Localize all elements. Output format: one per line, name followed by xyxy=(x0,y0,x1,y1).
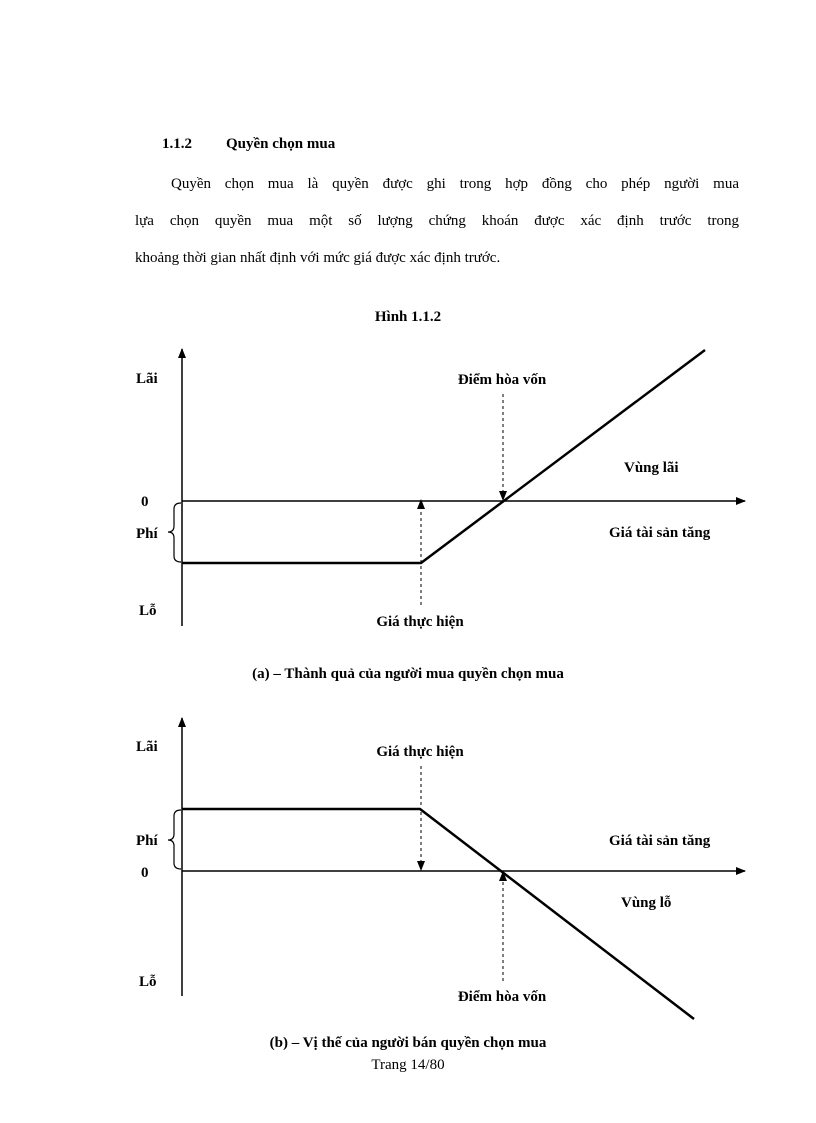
label-breakeven: Điểm hòa vốn xyxy=(457,372,547,388)
label-premium: Phí xyxy=(136,526,158,542)
label-strike: Giá thực hiện xyxy=(376,614,464,630)
label-zone: Vùng lãi xyxy=(624,460,679,476)
diagram-a xyxy=(136,349,745,682)
section-number: 1.1.2 xyxy=(162,136,192,152)
label-axis: Giá tài sản tăng xyxy=(609,525,711,541)
label-loss: Lỗ xyxy=(139,974,157,990)
premium-brace xyxy=(168,810,181,869)
label-profit: Lãi xyxy=(136,739,158,755)
caption-a: (a) – Thành quả của người mua quyền chọn mua xyxy=(252,666,564,682)
diagram-b xyxy=(136,718,745,1051)
paragraph-line: khoảng thời gian nhất định với mức giá được xác định trước. xyxy=(135,250,501,266)
page-footer: Trang 14/80 xyxy=(371,1057,445,1073)
label-axis: Giá tài sản tăng xyxy=(609,833,711,849)
label-zero: 0 xyxy=(141,865,149,881)
label-zero: 0 xyxy=(141,494,149,510)
figure-title: Hình 1.1.2 xyxy=(374,309,442,325)
paragraph-line: Quyền chọn mua là quyền được ghi trong hợp đồng cho phép người mua xyxy=(171,176,739,192)
label-strike: Giá thực hiện xyxy=(376,744,464,760)
label-zone: Vùng lỗ xyxy=(621,895,672,911)
label-premium: Phí xyxy=(136,833,158,849)
paragraph-line: lựa chọn quyền mua một số lượng chứng khoán được xác định trước trong xyxy=(135,213,739,229)
label-loss: Lỗ xyxy=(139,603,157,619)
caption-b: (b) – Vị thế của người bán quyền chọn mua xyxy=(269,1035,547,1051)
premium-brace xyxy=(168,503,181,562)
section-title: Quyền chọn mua xyxy=(226,136,336,152)
label-profit: Lãi xyxy=(136,371,158,387)
label-breakeven: Điểm hòa vốn xyxy=(457,989,547,1005)
